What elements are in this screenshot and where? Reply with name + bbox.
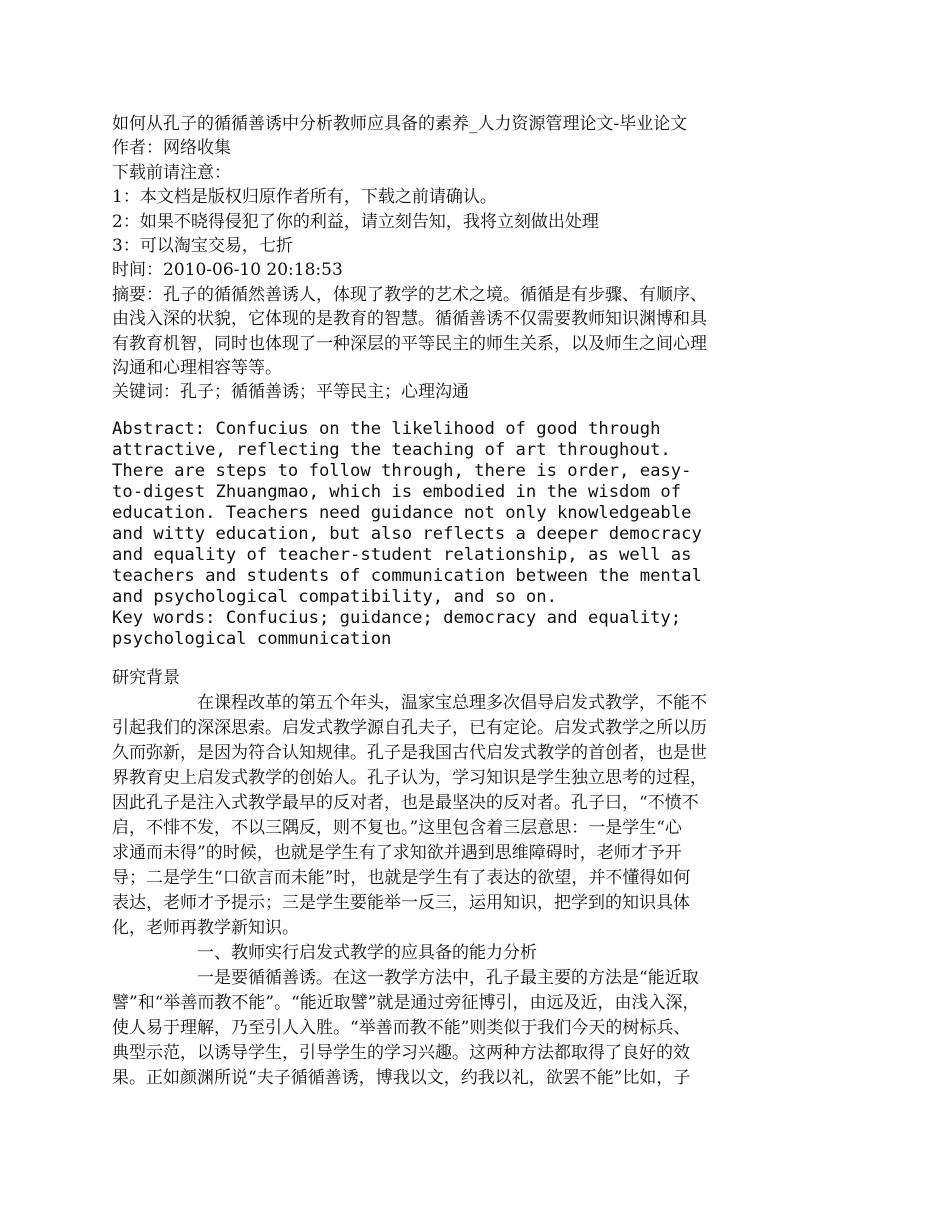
summary-block xyxy=(112,283,772,381)
body-section xyxy=(112,666,772,1091)
notice-item: 1：本文档是版权归原作者所有，下载之前请确认。 xyxy=(112,187,497,208)
abstract-line: education. Teachers need guidance not only knowledgeable xyxy=(112,502,692,523)
abstract-line: There are steps to follow through, there is order, easy- xyxy=(112,460,692,481)
abstract-line: and equality of teacher-student relationship, as well as xyxy=(112,544,692,565)
body-line: 引起我们的深深思索。启发式教学源自孔夫子，已有定论。启发式教学之所以历 xyxy=(112,717,707,738)
body-line: 因此孔子是注入式教学最早的反对者，也是最坚决的反对者。孔子曰，“不愤不 xyxy=(112,792,699,813)
document-page xyxy=(112,112,772,1091)
keywords-english-line: Key words: Confucius; guidance; democracy and equality; xyxy=(112,607,682,628)
abstract-line: attractive, reflecting the teaching of art throughout. xyxy=(112,439,671,460)
abstract-line: teachers and students of communication between the mental xyxy=(112,565,702,586)
keywords-line: 关键词：孔子；循循善诱；平等民主；心理沟通 xyxy=(112,382,469,403)
body-line: 启，不悱不发，不以三隅反，则不复也。”这里包含着三层意思：一是学生“心 xyxy=(112,817,682,838)
english-abstract xyxy=(112,419,772,650)
body-line: 导；二是学生“口欲言而未能”时，也就是学生有了表达的欲望，并不懂得如何 xyxy=(112,867,691,888)
body-line: 化，老师再教学新知识。 xyxy=(112,917,299,938)
summary-line: 由浅入深的状貌，它体现的是教育的智慧。循循善诱不仅需要教师知识渊博和具 xyxy=(112,309,707,330)
body-line: 求通而未得”的时候，也就是学生有了求知欲并遇到思维障碍时，老师才予开 xyxy=(112,842,682,863)
summary-line: 沟通和心理相容等等。 xyxy=(112,358,282,379)
body-line: 典型示范，以诱导学生，引导学生的学习兴趣。这两种方法都取得了良好的效 xyxy=(112,1042,690,1063)
keywords-english-line: psychological communication xyxy=(112,628,392,649)
summary-line: 摘要：孔子的循循然善诱人，体现了教学的艺术之境。循循是有步骤、有顺序、 xyxy=(112,284,707,305)
time-line: 时间：2010-06-10 20:18:53 xyxy=(112,260,343,281)
document-title: 如何从孔子的循循善诱中分析教师应具备的素养_人力资源管理论文-毕业论文 xyxy=(112,114,688,134)
body-line: 果。正如颜渊所说“夫子循循善诱，博我以文，约我以礼，欲罢不能”比如，子 xyxy=(112,1067,691,1088)
body-line: 久而弥新，是因为符合认知规律。孔子是我国古代启发式教学的首创者，也是世 xyxy=(112,742,707,763)
notice-item: 2：如果不晓得侵犯了你的利益，请立刻告知，我将立刻做出处理 xyxy=(112,211,599,232)
body-line: 在课程改革的第五个年头，温家宝总理多次倡导启发式教学，不能不 xyxy=(112,692,707,713)
section-heading: 研究背景 xyxy=(112,667,180,688)
author-line: 作者：网络收集 xyxy=(112,138,231,159)
abstract-line: and witty education, but also reflects a deeper democracy xyxy=(112,523,702,544)
abstract-line: to-digest Zhuangmao, which is embodied in the wisdom of xyxy=(112,481,682,502)
body-line: 譬”和“举善而教不能”。“能近取譬”就是通过旁征博引，由远及近，由浅入深， xyxy=(112,992,700,1013)
body-line: 界教育史上启发式教学的创始人。孔子认为，学习知识是学生独立思考的过程， xyxy=(112,767,707,788)
body-line: 表达，老师才予提示；三是学生要能举一反三，运用知识，把学到的知识具体 xyxy=(112,892,690,913)
body-line: 一是要循循善诱。在这一教学方法中，孔子最主要的方法是“能近取 xyxy=(112,967,699,988)
notice-heading: 下载前请注意： xyxy=(112,162,231,183)
abstract-line: Abstract: Confucius on the likelihood of good through xyxy=(112,418,661,439)
body-line: 使人易于理解，乃至引人入胜。“举善而教不能”则类似于我们今天的树标兵、 xyxy=(112,1017,691,1038)
subsection-heading: 一、教师实行启发式教学的应具备的能力分析 xyxy=(112,942,537,963)
summary-line: 有教育机智，同时也体现了一种深层的平等民主的师生关系，以及师生之间心理 xyxy=(112,333,707,354)
notice-item: 3：可以淘宝交易，七折 xyxy=(112,236,293,257)
abstract-line: and psychological compatibility, and so on. xyxy=(112,586,557,607)
